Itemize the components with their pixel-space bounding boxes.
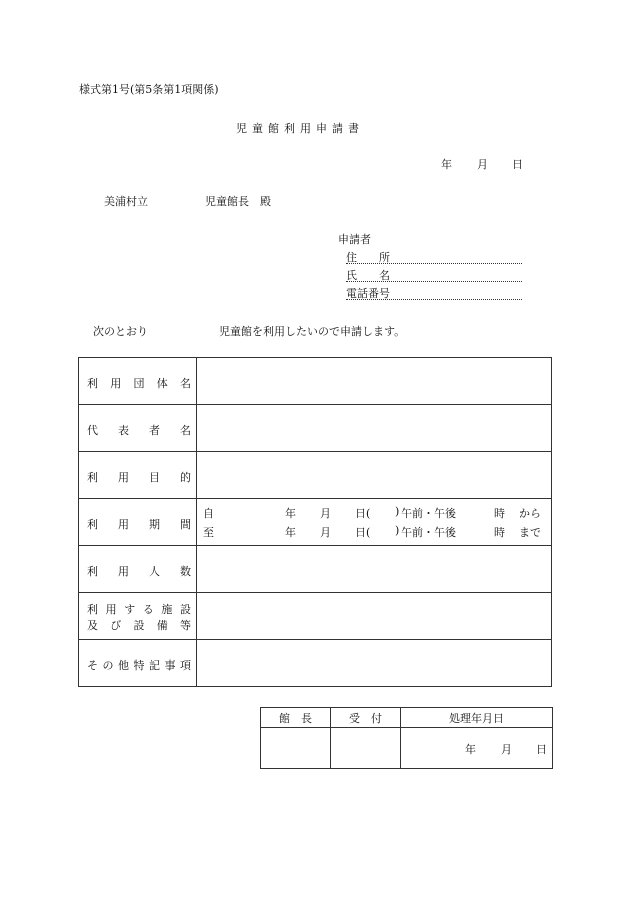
- label-char: 名: [180, 377, 191, 390]
- period-to-hour: 時: [494, 526, 505, 539]
- label-char: 表: [118, 424, 129, 437]
- applicant-name-label: 氏 名: [346, 269, 390, 282]
- label-char: す: [124, 603, 136, 616]
- period-from-suffix: から: [519, 507, 541, 520]
- label-char: 目: [149, 471, 160, 484]
- approval-date-year: 年: [465, 743, 476, 756]
- label-char: 設: [133, 619, 145, 632]
- label-char: 団: [133, 377, 145, 390]
- label-char: 用: [118, 471, 129, 484]
- label-char: 施: [161, 603, 173, 616]
- intro-prefix: 次のとおり: [93, 325, 148, 338]
- intro-text: 児童館を利用したいので申請します。: [219, 325, 406, 338]
- label-other-notes: [87, 657, 191, 673]
- purpose-value[interactable]: [197, 452, 552, 499]
- period-to-month: 月: [320, 526, 331, 539]
- label-period: [87, 516, 191, 532]
- group-name-value[interactable]: [197, 358, 552, 405]
- period-to-day: 日(: [355, 526, 371, 539]
- period-value[interactable]: [197, 499, 552, 546]
- approval-reception-header: 受 付: [331, 708, 401, 728]
- period-from-month: 月: [320, 507, 331, 520]
- period-from-hour: 時: [494, 507, 505, 520]
- applicant-phone-label: 電話番号: [346, 287, 390, 300]
- form-row-representative: [79, 405, 552, 452]
- facilities-value[interactable]: [197, 593, 552, 640]
- period-to-label: 至: [203, 526, 214, 539]
- form-row-facilities: [79, 593, 552, 640]
- applicant-address-label: 住 所: [346, 251, 390, 264]
- approval-director-stamp-cell[interactable]: [261, 728, 331, 769]
- label-char: 特: [133, 659, 145, 672]
- label-representative: [87, 422, 191, 438]
- label-char: 数: [180, 565, 191, 578]
- period-to-year: 年: [285, 526, 296, 539]
- header-date-month: 月: [477, 158, 488, 171]
- form-row-group-name: [79, 358, 552, 405]
- addressee-recipient: 児童館長 殿: [205, 195, 271, 208]
- label-char: 利: [87, 377, 98, 390]
- label-char: 用: [105, 603, 117, 616]
- label-char: 等: [180, 619, 191, 632]
- period-to-suffix: まで: [519, 526, 541, 539]
- period-from-label: 自: [203, 507, 214, 520]
- label-char: 名: [180, 424, 191, 437]
- form-row-other-notes: [79, 640, 552, 687]
- period-to-row: [197, 524, 551, 538]
- label-purpose: [87, 469, 191, 485]
- label-char: 的: [180, 471, 191, 484]
- label-char: 項: [180, 659, 191, 672]
- label-char: 利: [87, 603, 98, 616]
- period-to-ampm: 午前・午後: [401, 526, 456, 539]
- label-char: 記: [149, 659, 160, 672]
- period-from-weekday-close: ): [395, 505, 400, 518]
- label-people-count: [87, 563, 191, 579]
- representative-value[interactable]: [197, 405, 552, 452]
- label-char: 及: [87, 619, 98, 632]
- label-char: 期: [149, 518, 160, 531]
- approval-header-row: [261, 708, 553, 728]
- approval-processed-date-header: 処理年月日: [401, 708, 553, 728]
- approval-reception-stamp-cell[interactable]: [331, 728, 401, 769]
- period-from-ampm: 午前・午後: [401, 507, 456, 520]
- label-char: 者: [149, 424, 160, 437]
- people-count-value[interactable]: [197, 546, 552, 593]
- label-char: 利: [87, 518, 98, 531]
- label-char: び: [110, 619, 122, 632]
- period-from-year: 年: [285, 507, 296, 520]
- header-date-day: 日: [512, 158, 523, 171]
- application-form-table: [78, 357, 552, 687]
- label-facilities-line1: [87, 601, 191, 617]
- document-title: 児童館利用申請書: [236, 122, 364, 135]
- label-char: の: [102, 659, 114, 672]
- approval-processed-date-cell[interactable]: [401, 728, 553, 769]
- form-row-period: [79, 499, 552, 546]
- period-to-weekday-close: ): [395, 524, 400, 537]
- form-row-people-count: [79, 546, 552, 593]
- addressee-municipality: 美浦村立: [104, 195, 148, 208]
- form-row-purpose: [79, 452, 552, 499]
- label-char: 間: [180, 518, 191, 531]
- period-from-row: [197, 505, 551, 519]
- label-char: 備: [156, 619, 168, 632]
- period-from-day: 日(: [355, 507, 371, 520]
- label-group-name: [87, 375, 191, 391]
- label-char: 設: [179, 603, 191, 616]
- approval-table: [260, 707, 553, 769]
- form-number: 様式第1号(第5条第1項関係): [79, 83, 219, 96]
- label-char: 他: [118, 659, 129, 672]
- applicant-phone-field[interactable]: [346, 285, 522, 300]
- approval-director-header: 館 長: [261, 708, 331, 728]
- label-char: 利: [87, 471, 98, 484]
- label-char: 用: [118, 518, 129, 531]
- label-char: 用: [118, 565, 129, 578]
- label-char: る: [142, 603, 154, 616]
- label-facilities-line2: [87, 617, 191, 633]
- approval-date-month: 月: [501, 743, 512, 756]
- label-char: 事: [164, 659, 176, 672]
- label-char: 利: [87, 565, 98, 578]
- applicant-label: 申請者: [338, 233, 371, 246]
- label-char: 体: [156, 377, 168, 390]
- label-char: 用: [110, 377, 122, 390]
- label-char: 人: [149, 565, 160, 578]
- label-char: そ: [87, 659, 98, 672]
- header-date-year: 年: [441, 158, 452, 171]
- label-char: 代: [87, 424, 98, 437]
- approval-date-day: 日: [536, 743, 547, 756]
- applicant-address-field[interactable]: [346, 249, 522, 264]
- approval-body-row: [261, 728, 553, 769]
- applicant-name-field[interactable]: [346, 267, 522, 282]
- other-notes-value[interactable]: [197, 640, 552, 687]
